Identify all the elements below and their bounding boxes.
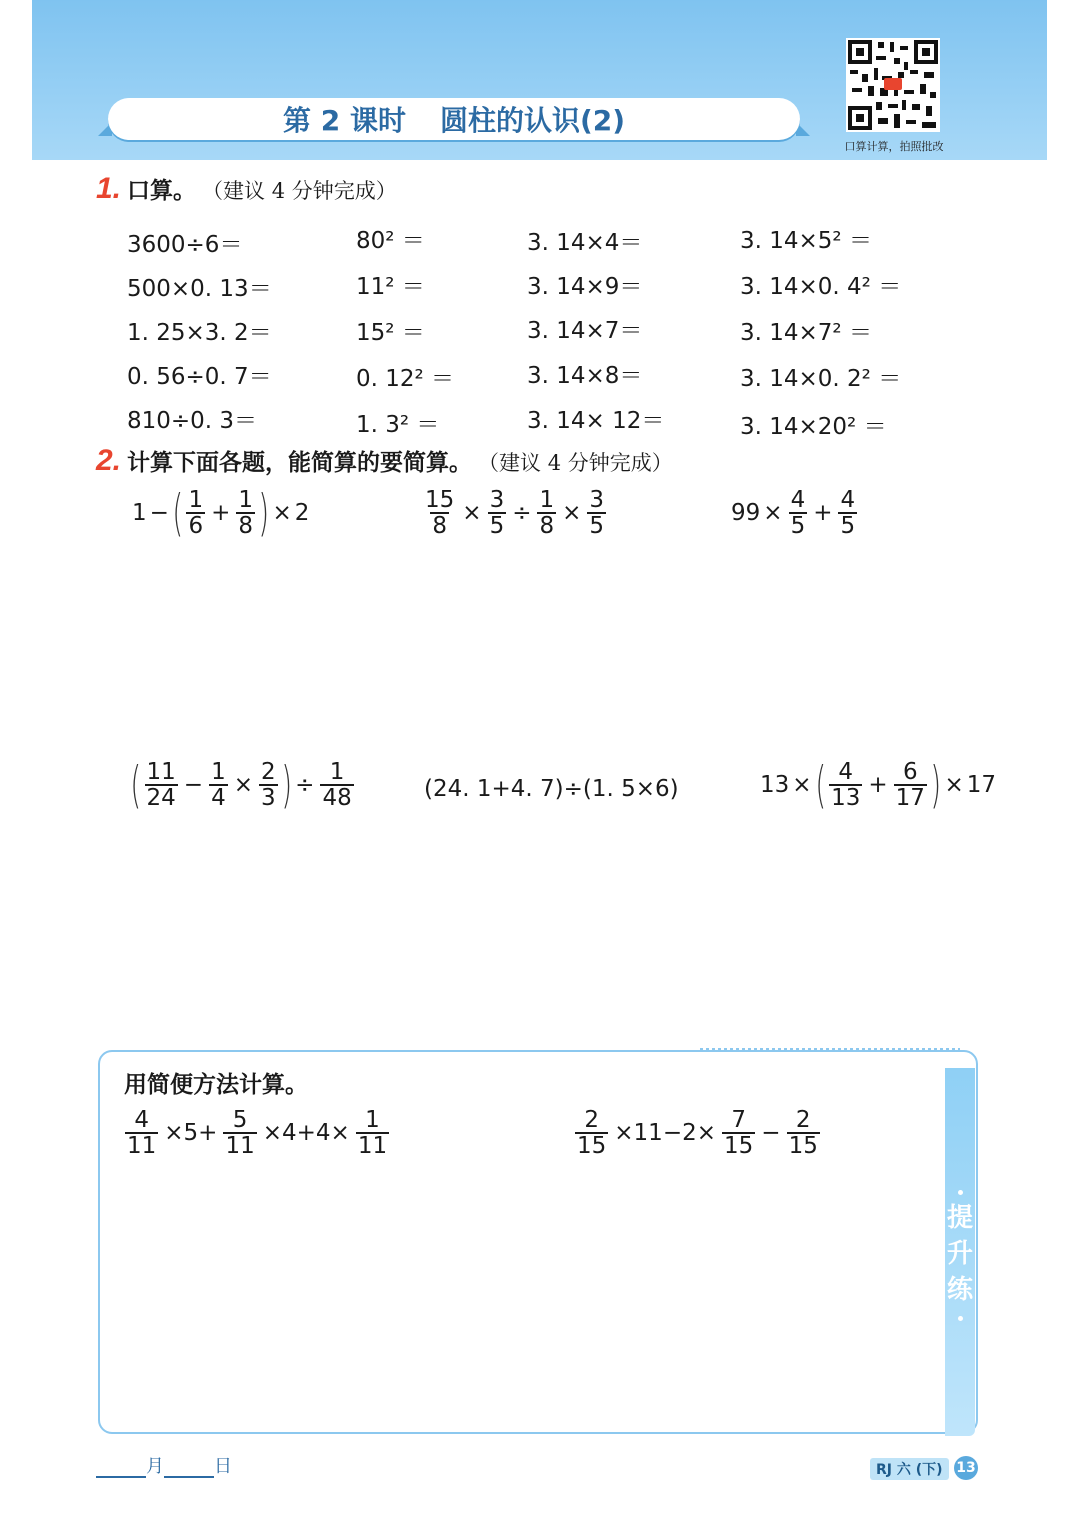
operator: ÷ (295, 772, 315, 799)
term: 1 (132, 500, 147, 527)
oral-item: 1. 25×3. 2＝ (127, 320, 272, 346)
oral-item: 0. 56÷0. 7＝ (127, 364, 272, 390)
denominator: 11 (225, 1133, 255, 1160)
edition-tag: RJ 六 (下) (870, 1458, 949, 1480)
dot-icon (958, 1190, 963, 1195)
numerator: 4 (134, 1107, 149, 1133)
fraction (223, 1108, 256, 1158)
denominator: 8 (539, 513, 555, 540)
oral-item: 3. 14×0. 2² ＝ (740, 366, 902, 392)
left-paren: ( (130, 756, 142, 815)
oral-item: 3. 14×0. 4² ＝ (740, 274, 902, 300)
operator: + (211, 500, 231, 527)
oral-item: 15² ＝ (356, 320, 425, 346)
denominator: 8 (238, 513, 253, 540)
month-label: 月 (146, 1456, 164, 1477)
side-char: 提 (946, 1203, 973, 1233)
time-hint: （建议 4 分钟完成） (202, 179, 397, 203)
fraction (488, 488, 507, 538)
operator: ×4+4× (262, 1120, 350, 1147)
numerator: 11 (146, 759, 176, 785)
oral-item: 80² ＝ (356, 228, 425, 254)
operator: × (763, 500, 783, 527)
denominator: 5 (790, 513, 806, 540)
question-2-heading (96, 444, 673, 478)
qr-caption: 口算计算，拍照批改 (844, 140, 944, 153)
denominator: 15 (788, 1133, 818, 1160)
question-title: 计算下面各题，能简算的要简算。 (127, 450, 473, 476)
fraction (259, 760, 278, 810)
left-paren: ( (814, 756, 826, 815)
expression-5: (24. 1+4. 7)÷(1. 5×6) (424, 776, 679, 802)
denominator: 5 (489, 513, 505, 540)
fraction (722, 1108, 755, 1158)
left-paren: ( (172, 484, 184, 543)
page-title (108, 98, 800, 140)
question-title: 口算。 (127, 178, 197, 204)
term: 2 (294, 500, 310, 527)
day-label: 日 (214, 1456, 232, 1477)
numerator: 1 (211, 759, 226, 785)
side-label (945, 1200, 975, 1308)
denominator: 15 (577, 1133, 607, 1160)
fraction (236, 488, 255, 538)
dot-icon (958, 1316, 963, 1321)
oral-item: 500×0. 13＝ (127, 276, 272, 302)
oral-item: 3. 14×9＝ (527, 274, 643, 300)
denominator: 13 (831, 785, 861, 812)
denominator: 3 (261, 785, 276, 812)
oral-item: 11² ＝ (356, 274, 425, 300)
expression-1 (132, 484, 310, 543)
numerator: 7 (731, 1107, 746, 1133)
operator: − (761, 1120, 781, 1147)
oral-item: 3600÷6＝ (127, 232, 243, 258)
box-dashed-edge (700, 1048, 960, 1050)
date-field[interactable] (96, 1452, 232, 1478)
practice-expression-2 (572, 1108, 823, 1158)
operator: × (462, 500, 482, 527)
oral-item: 3. 14×8＝ (527, 363, 643, 389)
side-char: 升 (946, 1239, 973, 1269)
operator: ×5+ (164, 1120, 218, 1147)
oral-item: 3. 14× 12＝ (527, 408, 665, 434)
fraction (575, 1108, 608, 1158)
question-number: 1. (96, 172, 122, 205)
operator: − (183, 772, 204, 799)
fraction (787, 1108, 820, 1158)
fraction (356, 1108, 389, 1158)
denominator: 24 (146, 785, 176, 812)
oral-item: 3. 14×5² ＝ (740, 228, 872, 254)
oral-item: 3. 14×7＝ (527, 318, 643, 344)
lesson-label: 第 2 课时 (282, 104, 406, 137)
fraction (537, 488, 556, 538)
right-paren: ) (930, 756, 942, 815)
numerator: 3 (489, 487, 505, 513)
numerator: 1 (329, 759, 345, 785)
operator: ÷ (512, 500, 532, 527)
side-char: 练 (946, 1275, 973, 1305)
fraction (145, 760, 178, 810)
fraction (125, 1108, 158, 1158)
operator: × (272, 500, 292, 527)
expression-4 (130, 756, 357, 815)
operator: × (792, 772, 812, 799)
operator: − (149, 500, 169, 527)
practice-expression-1 (122, 1108, 392, 1158)
fraction (789, 488, 808, 538)
numerator: 2 (584, 1107, 599, 1133)
fraction (894, 760, 927, 810)
numerator: 6 (902, 759, 918, 785)
operator: + (813, 500, 833, 527)
question-1-heading (96, 172, 397, 206)
numerator: 5 (232, 1107, 248, 1133)
operator: × (562, 500, 582, 527)
denominator: 8 (432, 513, 447, 540)
numerator: 4 (838, 759, 854, 785)
right-paren: ) (281, 756, 292, 815)
denominator: 48 (322, 785, 352, 812)
denominator: 5 (840, 513, 856, 540)
denominator: 11 (357, 1133, 388, 1160)
operator: × (944, 772, 964, 799)
denominator: 6 (188, 513, 204, 540)
month-blank[interactable] (96, 1458, 146, 1478)
oral-item: 0. 12² ＝ (356, 366, 455, 392)
denominator: 4 (211, 785, 226, 812)
oral-item: 1. 3² ＝ (356, 412, 440, 438)
numerator: 2 (795, 1107, 811, 1133)
term: 17 (966, 772, 996, 799)
oral-item: 3. 14×20² ＝ (740, 414, 887, 440)
numerator: 1 (188, 487, 204, 513)
denominator: 5 (589, 513, 605, 540)
fraction (186, 488, 205, 538)
term: 99 (731, 500, 761, 527)
numerator: 1 (238, 487, 253, 513)
day-blank[interactable] (164, 1458, 214, 1478)
expression-6 (760, 756, 996, 815)
time-hint: （建议 4 分钟完成） (478, 451, 673, 475)
numerator: 15 (425, 487, 455, 513)
practice-title: 用简便方法计算。 (124, 1072, 308, 1098)
numerator: 3 (589, 487, 605, 513)
topic-label: 圆柱的认识(2) (439, 104, 626, 137)
denominator: 11 (127, 1133, 157, 1160)
fraction (829, 760, 862, 810)
numerator: 2 (261, 759, 276, 785)
numerator: 4 (840, 487, 856, 513)
oral-item: 3. 14×7² ＝ (740, 320, 872, 346)
right-paren: ) (258, 484, 270, 543)
fraction (423, 488, 456, 538)
operator: × (233, 772, 253, 799)
oral-item: 3. 14×4＝ (527, 230, 643, 256)
operator: ×11−2× (614, 1120, 716, 1147)
expression-2 (420, 488, 609, 538)
question-number: 2. (96, 444, 122, 477)
page-number: 13 (954, 1456, 978, 1480)
term: 13 (760, 772, 790, 799)
fraction (320, 760, 353, 810)
operator: + (868, 772, 888, 799)
denominator: 15 (724, 1133, 754, 1160)
numerator: 4 (790, 487, 806, 513)
fraction (838, 488, 857, 538)
fraction (209, 760, 228, 810)
oral-item: 810÷0. 3＝ (127, 408, 258, 434)
fraction (587, 488, 606, 538)
numerator: 1 (539, 487, 555, 513)
denominator: 17 (895, 785, 925, 812)
expression-3 (731, 488, 860, 538)
numerator: 1 (365, 1107, 380, 1133)
qr-code-icon[interactable] (846, 38, 940, 132)
